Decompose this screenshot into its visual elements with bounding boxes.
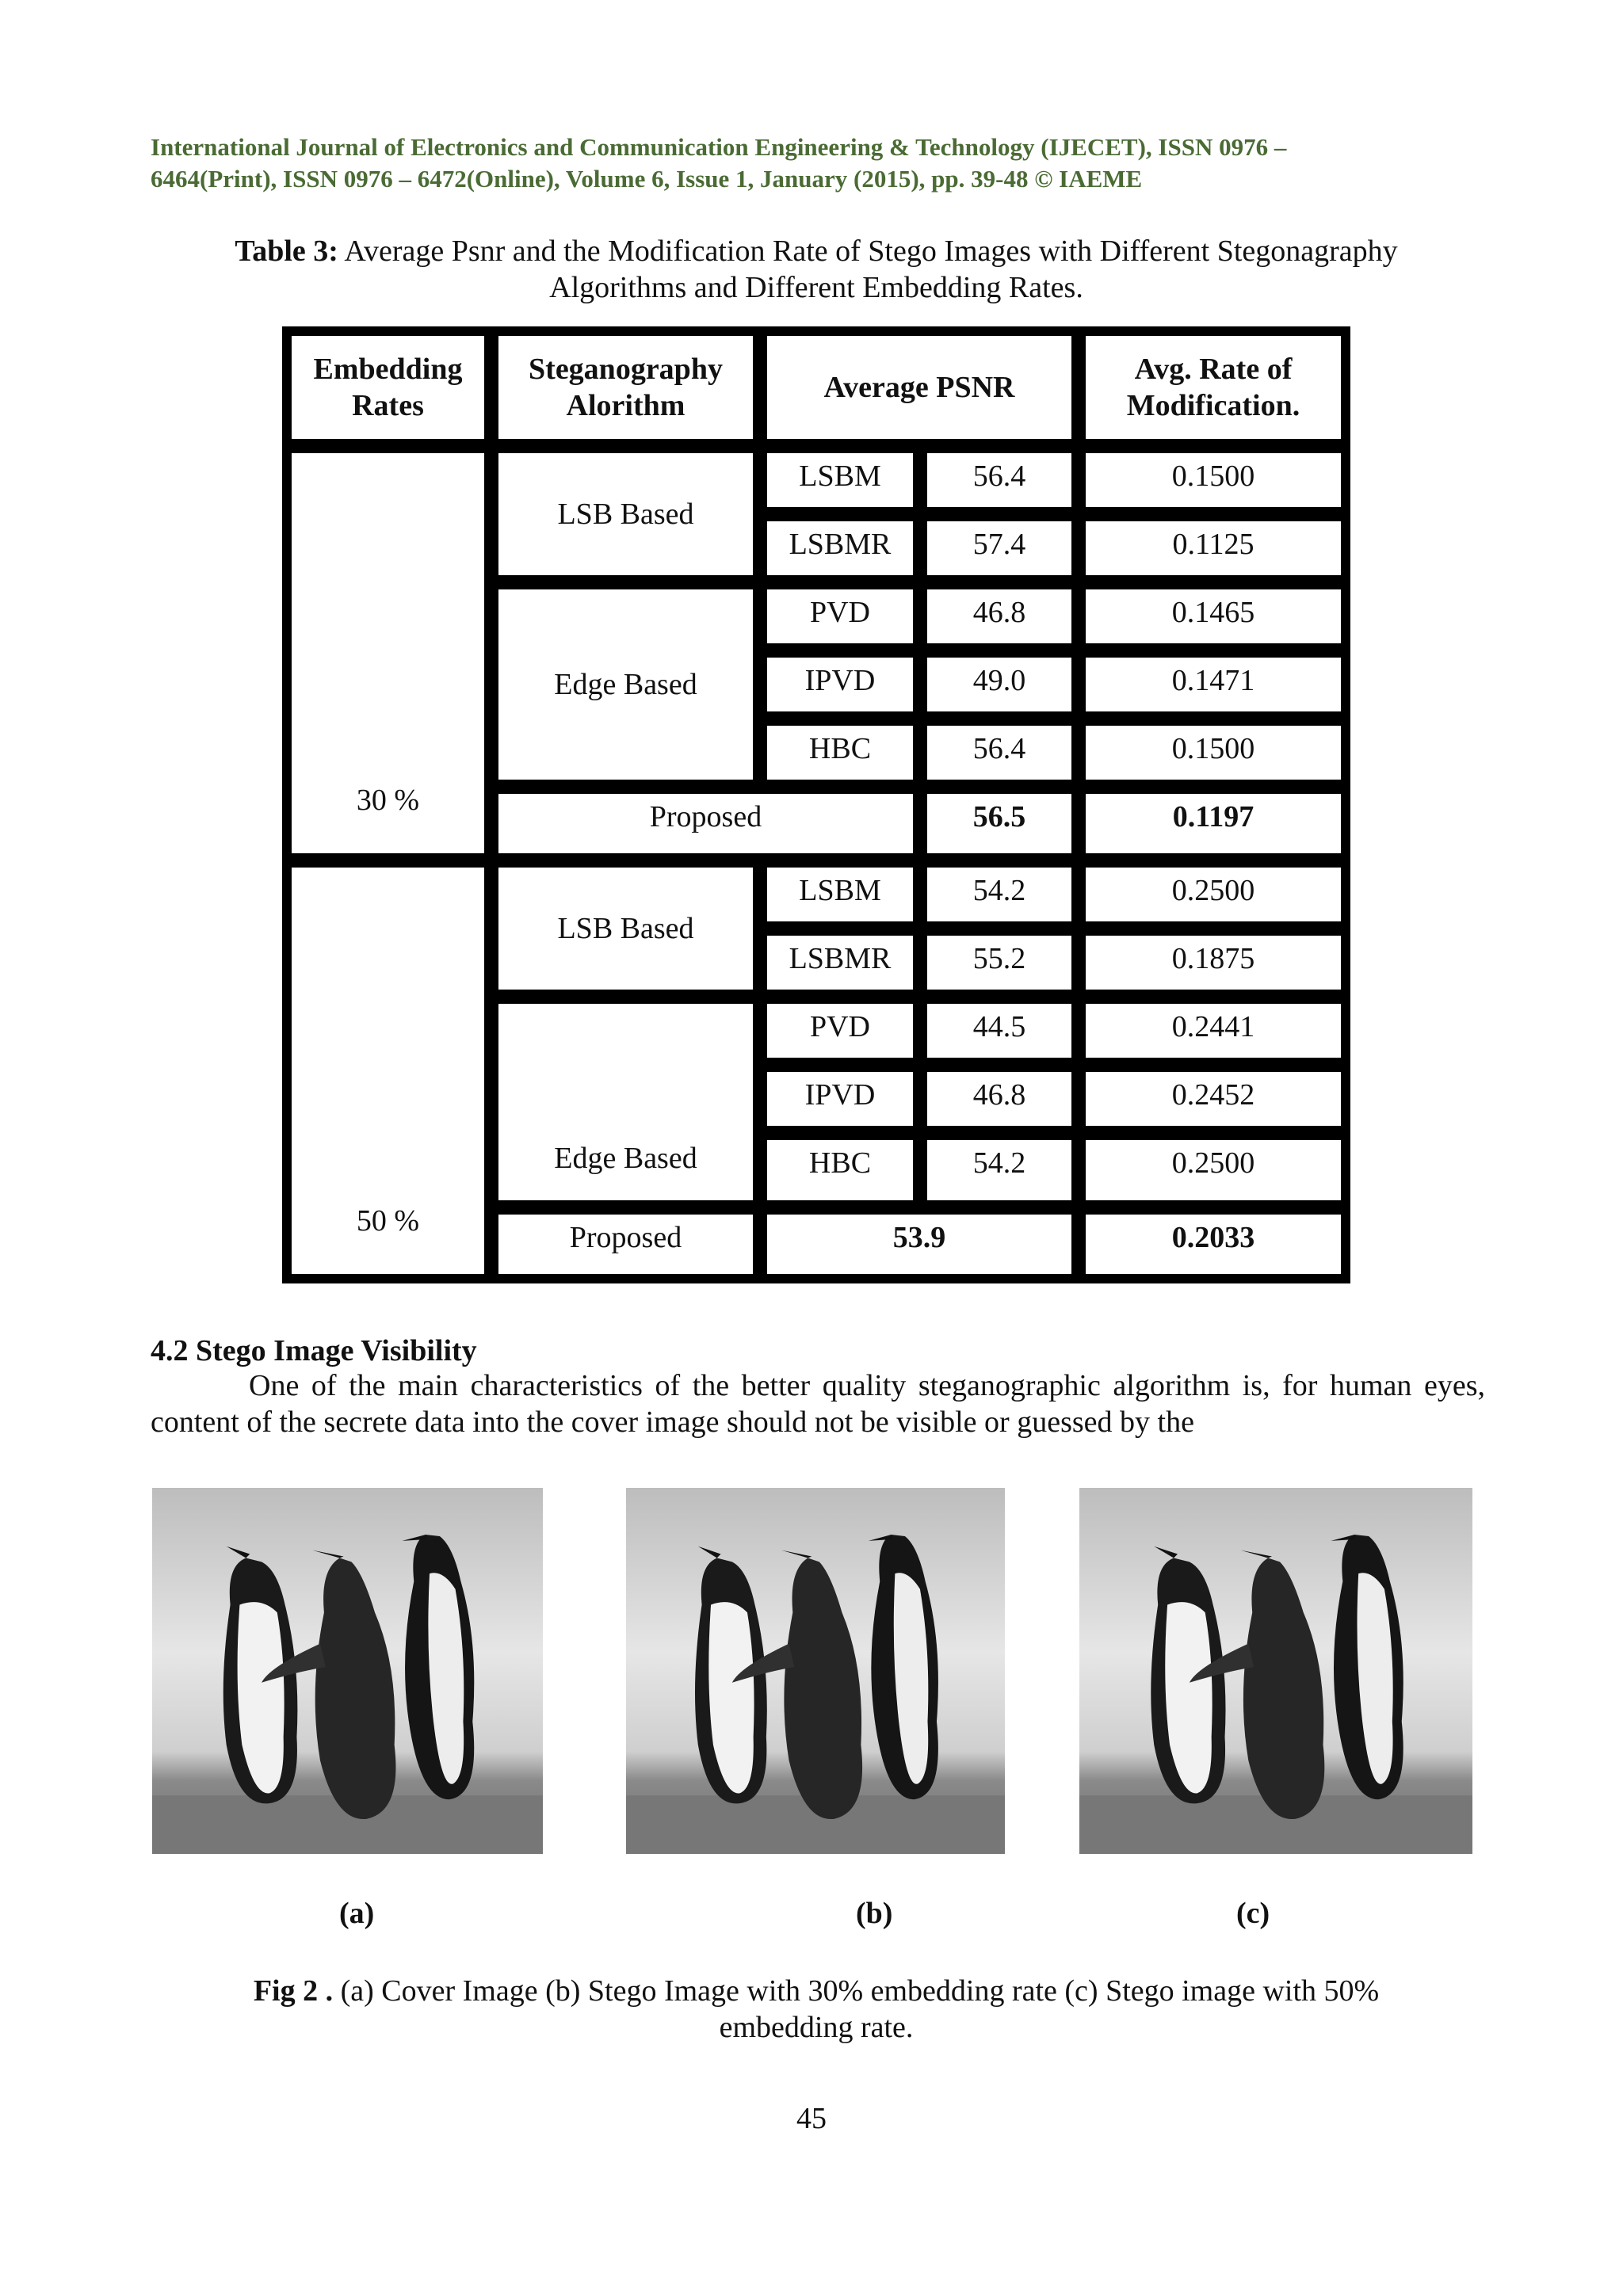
psnr-cell: 55.2 [923, 932, 1075, 994]
method-cell: LSBMR [763, 932, 917, 994]
group-label-edge-based: Edge Based [495, 1000, 757, 1204]
running-header-line-1: International Journal of Electronics and Communication Engineering & Technology (IJECET), ISSN 0976 – [151, 133, 1287, 161]
modification-cell: 0.1465 [1082, 585, 1345, 647]
modification-cell: 0.1125 [1082, 517, 1345, 579]
column-header-algorithm: Steganography Alorithm [495, 332, 757, 443]
table-caption-text: Average Psnr and the Modification Rate of Stego Images with Different Stegonagraphy [344, 235, 1398, 268]
modification-cell: 0.1875 [1082, 932, 1345, 994]
modification-cell: 0.1500 [1082, 722, 1345, 784]
method-cell: IPVD [763, 1068, 917, 1130]
method-cell: PVD [763, 1000, 917, 1062]
psnr-cell: 46.8 [923, 1068, 1075, 1130]
section-paragraph: One of the main characteristics of the better quality steganographic algorithm is, for human eyes, content of the secrete data into the cover image should not be visible or guessed by the [151, 1369, 1485, 1439]
group-label-lsb-based: LSB Based [495, 864, 757, 994]
figure-caption-label: Fig 2 . [253, 1974, 334, 2008]
figure-caption-text: (a) Cover Image (b) Stego Image with 30% embedding rate (c) Stego image with 50% [340, 1974, 1380, 2008]
psnr-cell: 57.4 [923, 517, 1075, 579]
table-caption [166, 233, 1466, 306]
penguins-photo [152, 1488, 543, 1854]
column-header-embedding-rates: Embedding Rates [288, 332, 488, 443]
panel-label-b: (b) [856, 1897, 893, 1930]
proposed-psnr-cell: 56.5 [923, 790, 1075, 857]
group-label-edge-based: Edge Based [495, 585, 757, 784]
method-cell: PVD [763, 585, 917, 647]
group-label-lsb-based: LSB Based [495, 449, 757, 579]
figure-image-stego-30 [626, 1488, 1005, 1854]
psnr-cell: 56.4 [923, 722, 1075, 784]
modification-cell: 0.2500 [1082, 864, 1345, 925]
modification-cell: 0.1471 [1082, 654, 1345, 715]
section-heading: 4.2 Stego Image Visibility [151, 1334, 477, 1367]
embedding-rate-cell: 30 % [288, 449, 488, 857]
table-caption-label: Table 3: [235, 235, 338, 268]
embedding-rate-cell: 50 % [288, 864, 488, 1278]
method-cell: HBC [763, 722, 917, 784]
figure-image-cover [152, 1488, 543, 1854]
method-cell: LSBMR [763, 517, 917, 579]
psnr-cell: 49.0 [923, 654, 1075, 715]
method-cell: HBC [763, 1136, 917, 1204]
proposed-label-cell: Proposed [495, 1211, 757, 1278]
psnr-cell: 56.4 [923, 449, 1075, 511]
psnr-cell: 44.5 [923, 1000, 1075, 1062]
psnr-cell: 46.8 [923, 585, 1075, 647]
running-header [151, 132, 1498, 195]
panel-label-a: (a) [339, 1897, 375, 1930]
proposed-psnr-cell: 53.9 [763, 1211, 1075, 1278]
modification-cell: 0.2500 [1082, 1136, 1345, 1204]
psnr-cell: 54.2 [923, 864, 1075, 925]
modification-cell: 0.2452 [1082, 1068, 1345, 1130]
panel-label-c: (c) [1236, 1897, 1270, 1930]
column-header-modification-rate: Avg. Rate of Modification. [1082, 332, 1345, 443]
method-cell: LSBM [763, 449, 917, 511]
penguins-photo [626, 1488, 1005, 1854]
proposed-label-cell: Proposed [495, 790, 917, 857]
figure-caption-text-line-2: embedding rate. [719, 2011, 914, 2044]
page-number: 45 [796, 2102, 827, 2135]
table-caption-text-line-2: Algorithms and Different Embedding Rates. [549, 271, 1083, 304]
figure-caption [166, 1973, 1466, 2046]
figure-image-stego-50 [1079, 1488, 1472, 1854]
column-header-average-psnr: Average PSNR [763, 332, 1075, 443]
penguins-photo [1079, 1488, 1472, 1854]
proposed-modification-cell: 0.1197 [1082, 790, 1345, 857]
proposed-modification-cell: 0.2033 [1082, 1211, 1345, 1278]
results-table [282, 326, 1350, 1283]
method-cell: IPVD [763, 654, 917, 715]
method-cell: LSBM [763, 864, 917, 925]
modification-cell: 0.2441 [1082, 1000, 1345, 1062]
modification-cell: 0.1500 [1082, 449, 1345, 511]
psnr-cell: 54.2 [923, 1136, 1075, 1204]
running-header-line-2: 6464(Print), ISSN 0976 – 6472(Online), Volume 6, Issue 1, January (2015), pp. 39-48 © IAEME [151, 165, 1143, 193]
